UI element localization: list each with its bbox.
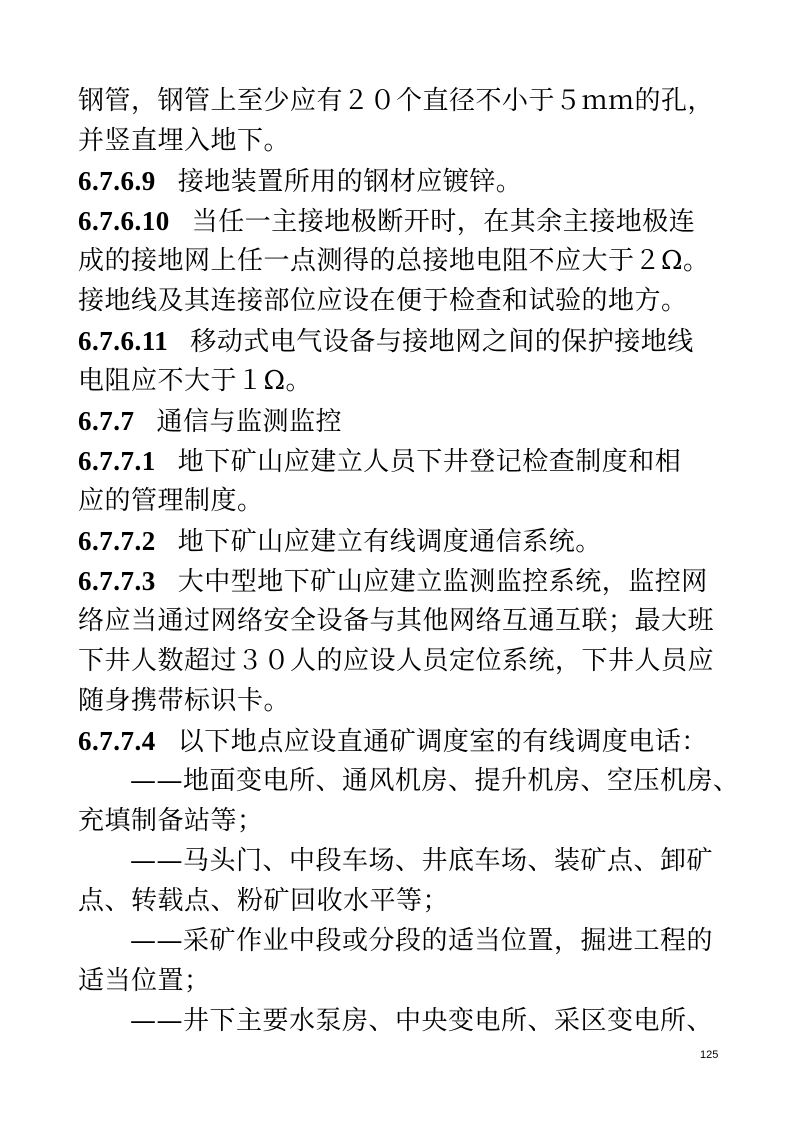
text-line: 应的管理制度。 <box>78 486 264 516</box>
text-line: 点、转载点、粉矿回收水平等； <box>78 886 450 916</box>
clause-number: 6.7.7.1 <box>78 446 156 476</box>
list-item: ——采矿作业中段或分段的适当位置，掘进工程的 <box>130 926 714 956</box>
text-line: 随身携带标识卡。 <box>78 686 291 716</box>
list-item: ——地面变电所、通风机房、提升机房、空压机房、 <box>130 766 740 796</box>
clause-number: 6.7.7.3 <box>78 566 156 596</box>
text-line: 接地线及其连接部位应设在便于检查和试验的地方。 <box>78 286 688 316</box>
clause-6-7-6-11: 6.7.6.11 移动式电气设备与接地网之间的保护接地线 <box>78 321 738 362</box>
clause-6-7-7-2: 6.7.7.2 地下矿山应建立有线调度通信系统。 <box>78 521 738 562</box>
list-item: ——井下主要水泵房、中央变电所、采区变电所、 <box>130 1006 714 1036</box>
text-line: 下井人数超过３０人的应设人员定位系统，下井人员应 <box>78 646 715 676</box>
clause-6-7-7-4: 6.7.7.4 以下地点应设直通矿调度室的有线调度电话： <box>78 721 738 762</box>
clause-6-7-6-9: 6.7.6.9 接地装置所用的钢材应镀锌。 <box>78 161 738 202</box>
text-line: 适当位置； <box>78 966 211 996</box>
clause-6-7-7-3: 6.7.7.3 大中型地下矿山应建立监测监控系统，监控网 <box>78 561 738 602</box>
text-line: 络应当通过网络安全设备与其他网络互通互联；最大班 <box>78 606 715 636</box>
page-number: 125 <box>700 1049 719 1061</box>
clause-number: 6.7.6.9 <box>78 166 156 196</box>
text-line: 成的接地网上任一点测得的总接地电阻不应大于２Ω。 <box>78 246 710 276</box>
clause-number: 6.7.6.10 <box>78 206 170 236</box>
clause-6-7-6-10: 6.7.6.10 当任一主接地极断开时，在其余主接地极连 <box>78 201 738 242</box>
clause-number: 6.7.6.11 <box>78 326 169 356</box>
clause-6-7-7-1: 6.7.7.1 地下矿山应建立人员下井登记检查制度和相 <box>78 441 738 482</box>
text-line: 电阻应不大于１Ω。 <box>78 366 313 396</box>
section-number: 6.7.7 <box>78 406 135 436</box>
list-item: ——马头门、中段车场、井底车场、装矿点、卸矿 <box>130 846 714 876</box>
text-line: 钢管，钢管上至少应有２０个直径不小于５ｍｍ的孔， <box>78 86 715 116</box>
text-line: 充填制备站等； <box>78 806 264 836</box>
section-heading-6-7-7: 6.7.7 通信与监测监控 <box>78 401 738 442</box>
clause-number: 6.7.7.4 <box>78 726 156 756</box>
text-line: 并竖直埋入地下。 <box>78 126 291 156</box>
clause-number: 6.7.7.2 <box>78 526 156 556</box>
